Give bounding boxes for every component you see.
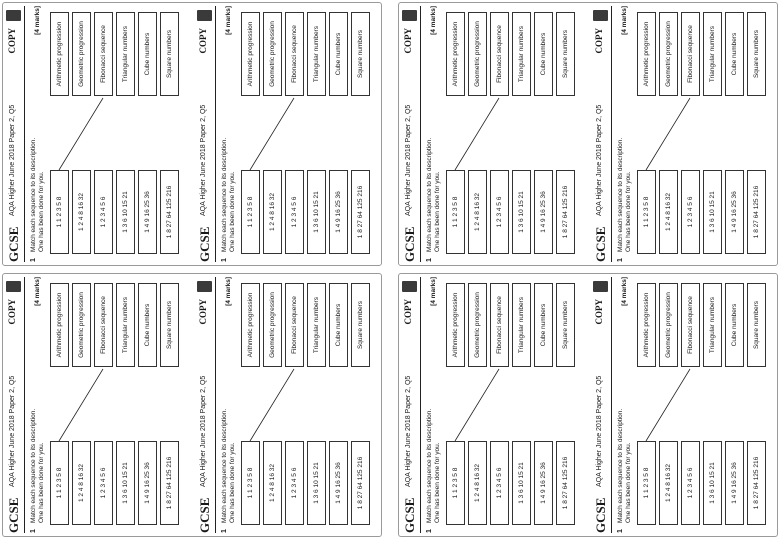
sequence-box[interactable]: 1 4 9 16 25 36 — [534, 441, 553, 525]
sequence-box[interactable]: 1 2 3 4 5 6 — [94, 170, 113, 254]
sequence-box[interactable]: 1 4 9 16 25 36 — [534, 170, 553, 254]
description-box[interactable]: Geometric progression — [659, 283, 678, 367]
instruction-line: One has been done for you. — [625, 171, 632, 252]
question-card — [589, 273, 769, 537]
match-lines — [398, 2, 578, 266]
gcse-logo: GCSE — [6, 226, 21, 262]
sequence-box[interactable]: 1 2 4 8 16 32 — [263, 441, 282, 525]
sequence-box[interactable]: 1 3 6 10 15 21 — [512, 441, 531, 525]
description-box[interactable]: Arithmetic progression — [241, 283, 260, 367]
copy-label: COPY — [198, 299, 208, 325]
description-box[interactable]: Triangular numbers — [116, 283, 135, 367]
instruction-line: One has been done for you. — [38, 442, 45, 523]
sequence-box[interactable]: 1 8 27 64 125 216 — [351, 441, 370, 525]
question-source: AQA Higher June 2018 Paper 2, Q5 — [405, 104, 412, 216]
description-box[interactable]: Triangular numbers — [116, 12, 135, 96]
description-box[interactable]: Fibonacci sequence — [490, 283, 509, 367]
sequence-box[interactable]: 1 3 6 10 15 21 — [703, 170, 722, 254]
question-number: 1 — [30, 258, 37, 262]
sequence-box[interactable]: 1 2 3 4 5 6 — [94, 441, 113, 525]
sequence-box[interactable]: 1 1 2 3 5 8 — [637, 441, 656, 525]
sequence-box[interactable]: 1 8 27 64 125 216 — [747, 441, 766, 525]
copy-label: COPY — [594, 299, 604, 325]
description-box[interactable]: Fibonacci sequence — [285, 283, 304, 367]
sequence-box[interactable]: 1 2 3 4 5 6 — [490, 441, 509, 525]
description-box[interactable]: Geometric progression — [263, 12, 282, 96]
sequence-box[interactable]: 1 2 4 8 16 32 — [659, 170, 678, 254]
description-box[interactable]: Cube numbers — [329, 283, 348, 367]
question-source: AQA Higher June 2018 Paper 2, Q5 — [596, 375, 603, 487]
instruction-line: One has been done for you. — [434, 442, 441, 523]
instruction-line: Match each sequence to its description. — [426, 408, 433, 523]
sequence-box[interactable]: 1 4 9 16 25 36 — [138, 170, 157, 254]
example-match-line[interactable] — [455, 98, 499, 170]
description-box[interactable]: Fibonacci sequence — [285, 12, 304, 96]
instruction-line: Match each sequence to its description. — [221, 137, 228, 252]
description-box[interactable]: Arithmetic progression — [446, 12, 465, 96]
description-box[interactable]: Cube numbers — [725, 12, 744, 96]
description-box[interactable]: Square numbers — [160, 283, 179, 367]
description-box[interactable]: Arithmetic progression — [50, 283, 69, 367]
description-box[interactable]: Square numbers — [747, 283, 766, 367]
description-box[interactable]: Square numbers — [351, 283, 370, 367]
question-number: 1 — [221, 258, 228, 262]
instruction-line: Match each sequence to its description. — [617, 408, 624, 523]
question-card — [2, 2, 182, 266]
description-box[interactable]: Fibonacci sequence — [681, 12, 700, 96]
match-lines — [398, 273, 578, 537]
description-box[interactable]: Fibonacci sequence — [94, 12, 113, 96]
sequence-box[interactable]: 1 2 4 8 16 32 — [72, 170, 91, 254]
question-source: AQA Higher June 2018 Paper 2, Q5 — [405, 375, 412, 487]
question-number: 1 — [617, 529, 624, 533]
sequence-box[interactable]: 1 8 27 64 125 216 — [747, 170, 766, 254]
example-match-line[interactable] — [455, 369, 499, 441]
sequence-box[interactable]: 1 4 9 16 25 36 — [138, 441, 157, 525]
sequence-box[interactable]: 1 1 2 3 5 8 — [50, 170, 69, 254]
gcse-logo: GCSE — [402, 497, 417, 533]
description-box[interactable]: Square numbers — [747, 12, 766, 96]
description-box[interactable]: Geometric progression — [72, 283, 91, 367]
instruction-line: One has been done for you. — [625, 442, 632, 523]
question-number: 1 — [426, 529, 433, 533]
sequence-box[interactable]: 1 2 3 4 5 6 — [681, 170, 700, 254]
description-box[interactable]: Cube numbers — [329, 12, 348, 96]
marks-label: [4 marks] — [225, 277, 232, 306]
sequence-box[interactable]: 1 1 2 3 5 8 — [50, 441, 69, 525]
copy-label: COPY — [198, 28, 208, 54]
description-box[interactable]: Triangular numbers — [703, 283, 722, 367]
sequence-box[interactable]: 1 4 9 16 25 36 — [725, 441, 744, 525]
instruction-line: Match each sequence to its description. — [221, 408, 228, 523]
instruction-line: Match each sequence to its description. — [30, 408, 37, 523]
description-box[interactable]: Triangular numbers — [512, 283, 531, 367]
sequence-box[interactable]: 1 8 27 64 125 216 — [556, 441, 575, 525]
example-match-line[interactable] — [59, 98, 103, 170]
instruction-line: Match each sequence to its description. — [30, 137, 37, 252]
question-source: AQA Higher June 2018 Paper 2, Q5 — [200, 104, 207, 216]
description-box[interactable]: Cube numbers — [138, 283, 157, 367]
sequence-box[interactable]: 1 2 3 4 5 6 — [490, 170, 509, 254]
sequence-box[interactable]: 1 2 3 4 5 6 — [681, 441, 700, 525]
question-card — [193, 2, 373, 266]
copy-label: COPY — [594, 28, 604, 54]
copy-label: COPY — [7, 28, 17, 54]
question-source: AQA Higher June 2018 Paper 2, Q5 — [596, 104, 603, 216]
question-card — [2, 273, 182, 537]
sequence-box[interactable]: 1 3 6 10 15 21 — [307, 441, 326, 525]
description-box[interactable]: Cube numbers — [534, 283, 553, 367]
description-box[interactable]: Square numbers — [556, 283, 575, 367]
copy-label: COPY — [403, 28, 413, 54]
example-match-line[interactable] — [250, 98, 294, 170]
question-source: AQA Higher June 2018 Paper 2, Q5 — [200, 375, 207, 487]
description-box[interactable]: Fibonacci sequence — [681, 283, 700, 367]
description-box[interactable]: Arithmetic progression — [637, 283, 656, 367]
instruction-line: One has been done for you. — [229, 442, 236, 523]
marks-label: [4 marks] — [621, 6, 628, 35]
marks-label: [4 marks] — [621, 277, 628, 306]
copy-label: COPY — [403, 299, 413, 325]
sequence-box[interactable]: 1 2 4 8 16 32 — [468, 170, 487, 254]
instruction-line: Match each sequence to its description. — [617, 137, 624, 252]
match-lines — [2, 2, 182, 266]
copy-label: COPY — [7, 299, 17, 325]
sequence-box[interactable]: 1 8 27 64 125 216 — [160, 441, 179, 525]
sequence-box[interactable]: 1 8 27 64 125 216 — [556, 170, 575, 254]
gcse-logo: GCSE — [593, 497, 608, 533]
marks-label: [4 marks] — [34, 6, 41, 35]
description-box[interactable]: Cube numbers — [138, 12, 157, 96]
description-box[interactable]: Square numbers — [351, 12, 370, 96]
match-lines — [589, 273, 769, 537]
description-box[interactable]: Geometric progression — [72, 12, 91, 96]
sequence-box[interactable]: 1 1 2 3 5 8 — [241, 170, 260, 254]
description-box[interactable]: Arithmetic progression — [50, 12, 69, 96]
example-match-line[interactable] — [59, 369, 103, 441]
match-lines — [589, 2, 769, 266]
worksheet-sheet — [398, 2, 778, 266]
instruction-line: One has been done for you. — [38, 171, 45, 252]
question-card — [398, 273, 578, 537]
question-source: AQA Higher June 2018 Paper 2, Q5 — [9, 375, 16, 487]
marks-label: [4 marks] — [430, 6, 437, 35]
marks-label: [4 marks] — [430, 277, 437, 306]
gcse-logo: GCSE — [197, 497, 212, 533]
sequence-box[interactable]: 1 8 27 64 125 216 — [160, 170, 179, 254]
example-match-line[interactable] — [646, 98, 690, 170]
sequence-box[interactable]: 1 1 2 3 5 8 — [446, 441, 465, 525]
sequence-box[interactable]: 1 3 6 10 15 21 — [512, 170, 531, 254]
example-match-line[interactable] — [646, 369, 690, 441]
description-box[interactable]: Arithmetic progression — [446, 283, 465, 367]
sequence-box[interactable]: 1 4 9 16 25 36 — [329, 441, 348, 525]
description-box[interactable]: Geometric progression — [468, 283, 487, 367]
sequence-box[interactable]: 1 3 6 10 15 21 — [116, 170, 135, 254]
instruction-line: One has been done for you. — [229, 171, 236, 252]
sequence-box[interactable]: 1 2 4 8 16 32 — [72, 441, 91, 525]
description-box[interactable]: Geometric progression — [468, 12, 487, 96]
question-card — [193, 273, 373, 537]
question-number: 1 — [617, 258, 624, 262]
match-lines — [2, 273, 182, 537]
description-box[interactable]: Cube numbers — [725, 283, 744, 367]
description-box[interactable]: Arithmetic progression — [637, 12, 656, 96]
worksheet-sheet — [398, 273, 778, 537]
question-card — [589, 2, 769, 266]
description-box[interactable]: Cube numbers — [534, 12, 553, 96]
marks-label: [4 marks] — [225, 6, 232, 35]
sequence-box[interactable]: 1 2 4 8 16 32 — [468, 441, 487, 525]
sequence-box[interactable]: 1 4 9 16 25 36 — [329, 170, 348, 254]
description-box[interactable]: Square numbers — [556, 12, 575, 96]
question-card — [398, 2, 578, 266]
match-lines — [193, 2, 373, 266]
description-box[interactable]: Triangular numbers — [512, 12, 531, 96]
sequence-box[interactable]: 1 2 4 8 16 32 — [659, 441, 678, 525]
description-box[interactable]: Triangular numbers — [307, 283, 326, 367]
question-number: 1 — [30, 529, 37, 533]
question-source: AQA Higher June 2018 Paper 2, Q5 — [9, 104, 16, 216]
question-number: 1 — [426, 258, 433, 262]
description-box[interactable]: Arithmetic progression — [241, 12, 260, 96]
instruction-line: One has been done for you. — [434, 171, 441, 252]
gcse-logo: GCSE — [6, 497, 21, 533]
description-box[interactable]: Triangular numbers — [703, 12, 722, 96]
description-box[interactable]: Triangular numbers — [307, 12, 326, 96]
worksheet-sheet — [2, 2, 382, 266]
description-box[interactable]: Geometric progression — [263, 283, 282, 367]
gcse-logo: GCSE — [402, 226, 417, 262]
sequence-box[interactable]: 1 2 3 4 5 6 — [285, 441, 304, 525]
gcse-logo: GCSE — [197, 226, 212, 262]
description-box[interactable]: Fibonacci sequence — [490, 12, 509, 96]
sequence-box[interactable]: 1 8 27 64 125 216 — [351, 170, 370, 254]
description-box[interactable]: Fibonacci sequence — [94, 283, 113, 367]
sequence-box[interactable]: 1 3 6 10 15 21 — [116, 441, 135, 525]
example-match-line[interactable] — [250, 369, 294, 441]
sequence-box[interactable]: 1 2 4 8 16 32 — [263, 170, 282, 254]
question-number: 1 — [221, 529, 228, 533]
match-lines — [193, 273, 373, 537]
sequence-box[interactable]: 1 4 9 16 25 36 — [725, 170, 744, 254]
description-box[interactable]: Square numbers — [160, 12, 179, 96]
sequence-box[interactable]: 1 1 2 3 5 8 — [637, 170, 656, 254]
marks-label: [4 marks] — [34, 277, 41, 306]
sequence-box[interactable]: 1 3 6 10 15 21 — [703, 441, 722, 525]
instruction-line: Match each sequence to its description. — [426, 137, 433, 252]
gcse-logo: GCSE — [593, 226, 608, 262]
sequence-box[interactable]: 1 1 2 3 5 8 — [241, 441, 260, 525]
worksheet-sheet — [2, 273, 382, 537]
sequence-box[interactable]: 1 3 6 10 15 21 — [307, 170, 326, 254]
description-box[interactable]: Geometric progression — [659, 12, 678, 96]
sequence-box[interactable]: 1 1 2 3 5 8 — [446, 170, 465, 254]
sequence-box[interactable]: 1 2 3 4 5 6 — [285, 170, 304, 254]
